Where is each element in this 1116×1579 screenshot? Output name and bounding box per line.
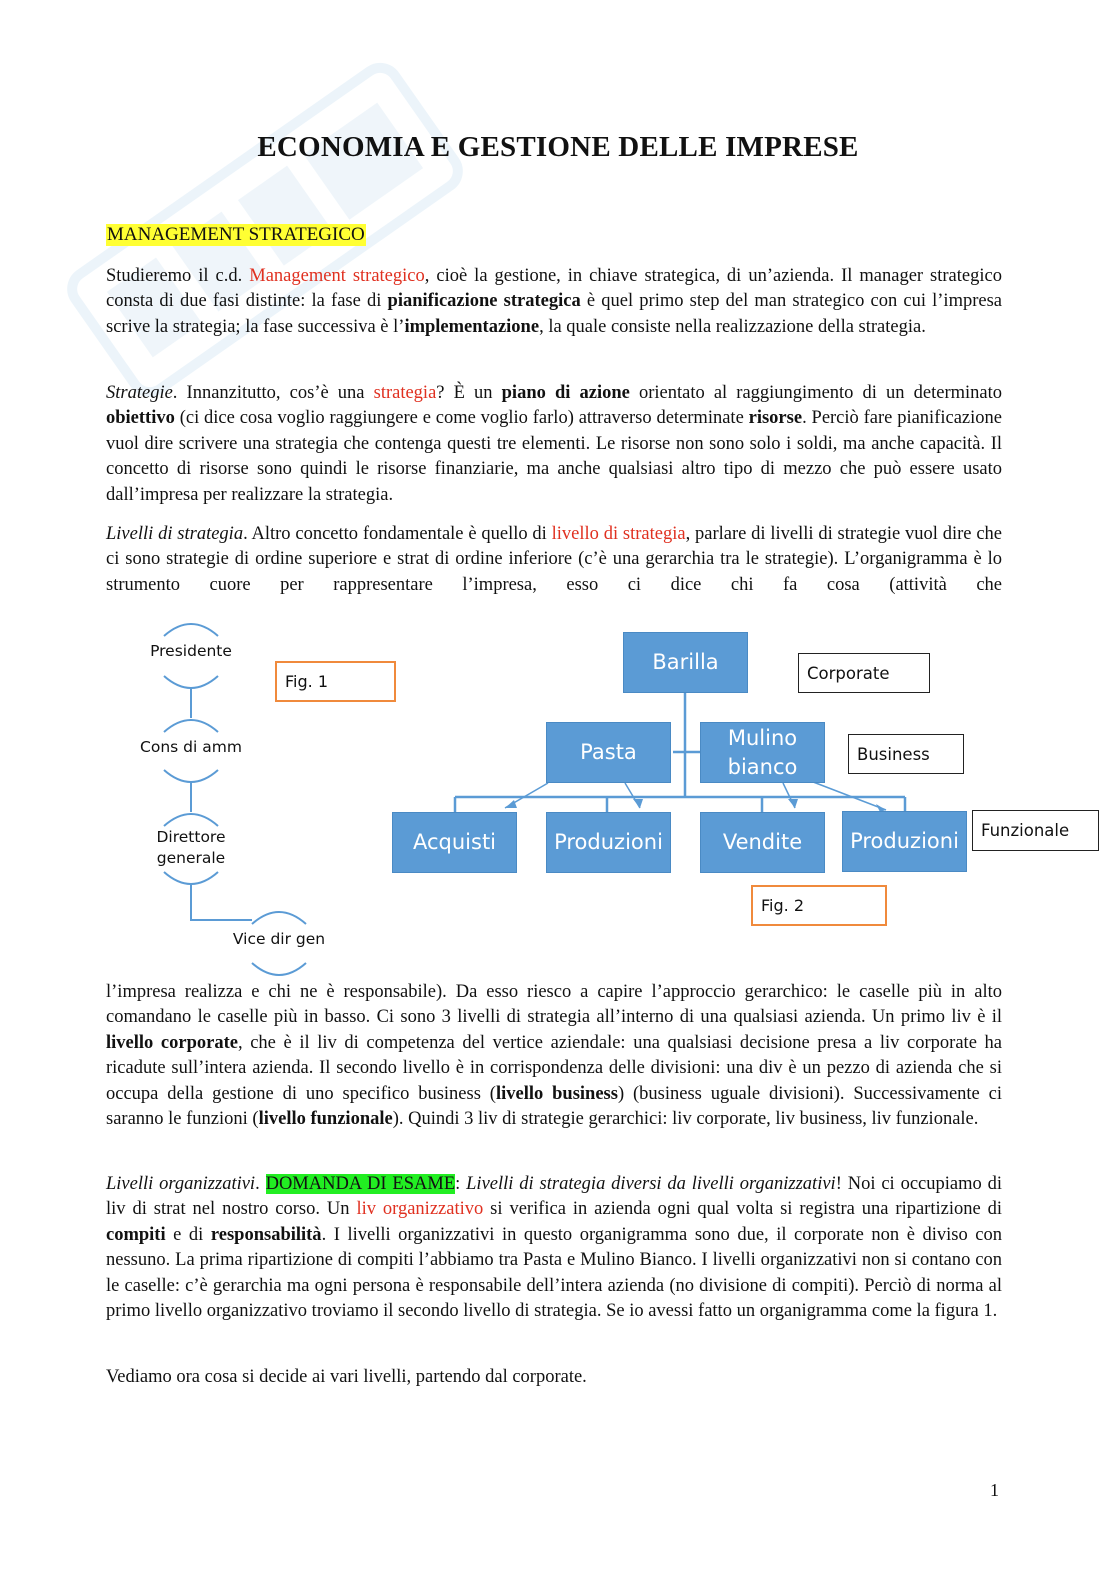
level-label-funzionale: Funzionale bbox=[972, 810, 1099, 851]
paragraph-conclusione: Vediamo ora cosa si decide ai vari livelli, partendo dal corporate. bbox=[106, 1367, 587, 1387]
section-heading: MANAGEMENT STRATEGICO bbox=[107, 224, 365, 245]
org-box-function: Vendite bbox=[700, 812, 825, 873]
level-label-corporate: Corporate bbox=[798, 653, 930, 693]
paragraph-livelli-strategia: Livelli di strategia. Altro concetto fondamentale è quello di livello di strategia, parlare di livelli di strategie vuol dire che ci sono strategie di ordine superiore e strat di ordine inferiore (c’è una gerarchia tra le strategie). L’organigramma è lo strumento cuore per rappresentare l’impresa, esso ci dice chi fa cosa (attività che bbox=[106, 524, 1002, 595]
fig1-node-presidente: Presidente bbox=[150, 642, 232, 660]
fig1-caption: Fig. 1 bbox=[275, 661, 396, 702]
page-number: 1 bbox=[990, 1480, 999, 1500]
org-box-function: Produzioni bbox=[842, 811, 967, 872]
level-label-business: Business bbox=[848, 734, 964, 774]
paragraph-management: Studieremo il c.d. Management strategico, cioè la gestione, in chiave strategica, di un’azienda. Il manager strategico consta di due fasi distinte: la fase di pianificazione strategica è quel primo step del man strategico con cui l’impresa scrive la strategia; la fase successiva è l’implementazione, la quale consiste nella realizzazione della strategia. bbox=[106, 266, 1002, 337]
fig2-caption: Fig. 2 bbox=[751, 885, 887, 926]
paragraph-strategie: Strategie. Innanzitutto, cos’è una strategia? È un piano di azione orientato al raggiungimento di un determinato obiettivo (ci dice cosa voglio raggiungere e come voglio farlo) attraverso determinate risorse. Perciò fare pianificazione vuol dire scrivere una strategia che contenga questi tre elementi. Le risorse non sono solo i soldi, ma anche capacità. Il concetto di risorse sono quindi le risorse finanziarie, ma anche qualsiasi altro tipo di mezzo che può essere usato dall’impresa per realizzare la strategia. bbox=[106, 383, 1002, 505]
org-box-division: Mulino bianco bbox=[700, 722, 825, 783]
fig1-node-cons-amm: Cons di amm bbox=[140, 738, 242, 756]
org-box-function: Produzioni bbox=[546, 812, 671, 873]
fig1-node-direttore: Direttore generale bbox=[156, 828, 226, 867]
document-title: ECONOMIA E GESTIONE DELLE IMPRESE bbox=[257, 131, 859, 163]
fig1-node-vice-dir: Vice dir gen bbox=[232, 930, 326, 948]
paragraph-organigramma: l’impresa realizza e chi ne è responsabile). Da esso riesco a capire l’approccio gerarchico: le caselle più in alto comandano le caselle più in basso. Ci sono 3 livelli di strategia all’interno di una qualsiasi azienda. Un primo liv è il livello corporate, che è il liv di competenza del vertice aziendale: una qualsiasi decisione presa a liv corporate ha ricadute sull’intera azienda. Il secondo livello è in corrispondenza delle divisioni: una div è un pezzo di azienda che si occupa della gestione di uno specifico business (livello business) (business uguale divisioni). Successivamente ci saranno le funzioni (livello funzionale). Quindi 3 liv di strategie gerarchici: liv corporate, liv business, liv funzionale. bbox=[106, 982, 1003, 1130]
org-box-function: Acquisti bbox=[392, 812, 517, 873]
org-box-division: Pasta bbox=[546, 722, 671, 783]
org-box-root: Barilla bbox=[623, 632, 748, 693]
paragraph-livelli-organizzativi: Livelli organizzativi. DOMANDA DI ESAME: Livelli di strategia diversi da livelli organizzativi! Noi ci occupiamo di liv di strat nel nostro corso. Un liv organizzativo si verifica in azienda ogni qual volta si registra una ripartizione di compiti e di responsabilità. I livelli organizzativi in questo organigramma sono due, il corporate non è diviso con nessuno. La prima ripartizione di compiti l’abbiamo tra Pasta e Mulino Bianco. I livelli organizzativi non si contano con le caselle: c’è gerarchia ma ogni persona è responsabile dell’intera azienda (no divisione di compiti). Perciò di norma al primo livello organizzativo troviamo il secondo livello di strategia. Se io avessi fatto un organigramma come la figura 1. bbox=[106, 1174, 1003, 1322]
